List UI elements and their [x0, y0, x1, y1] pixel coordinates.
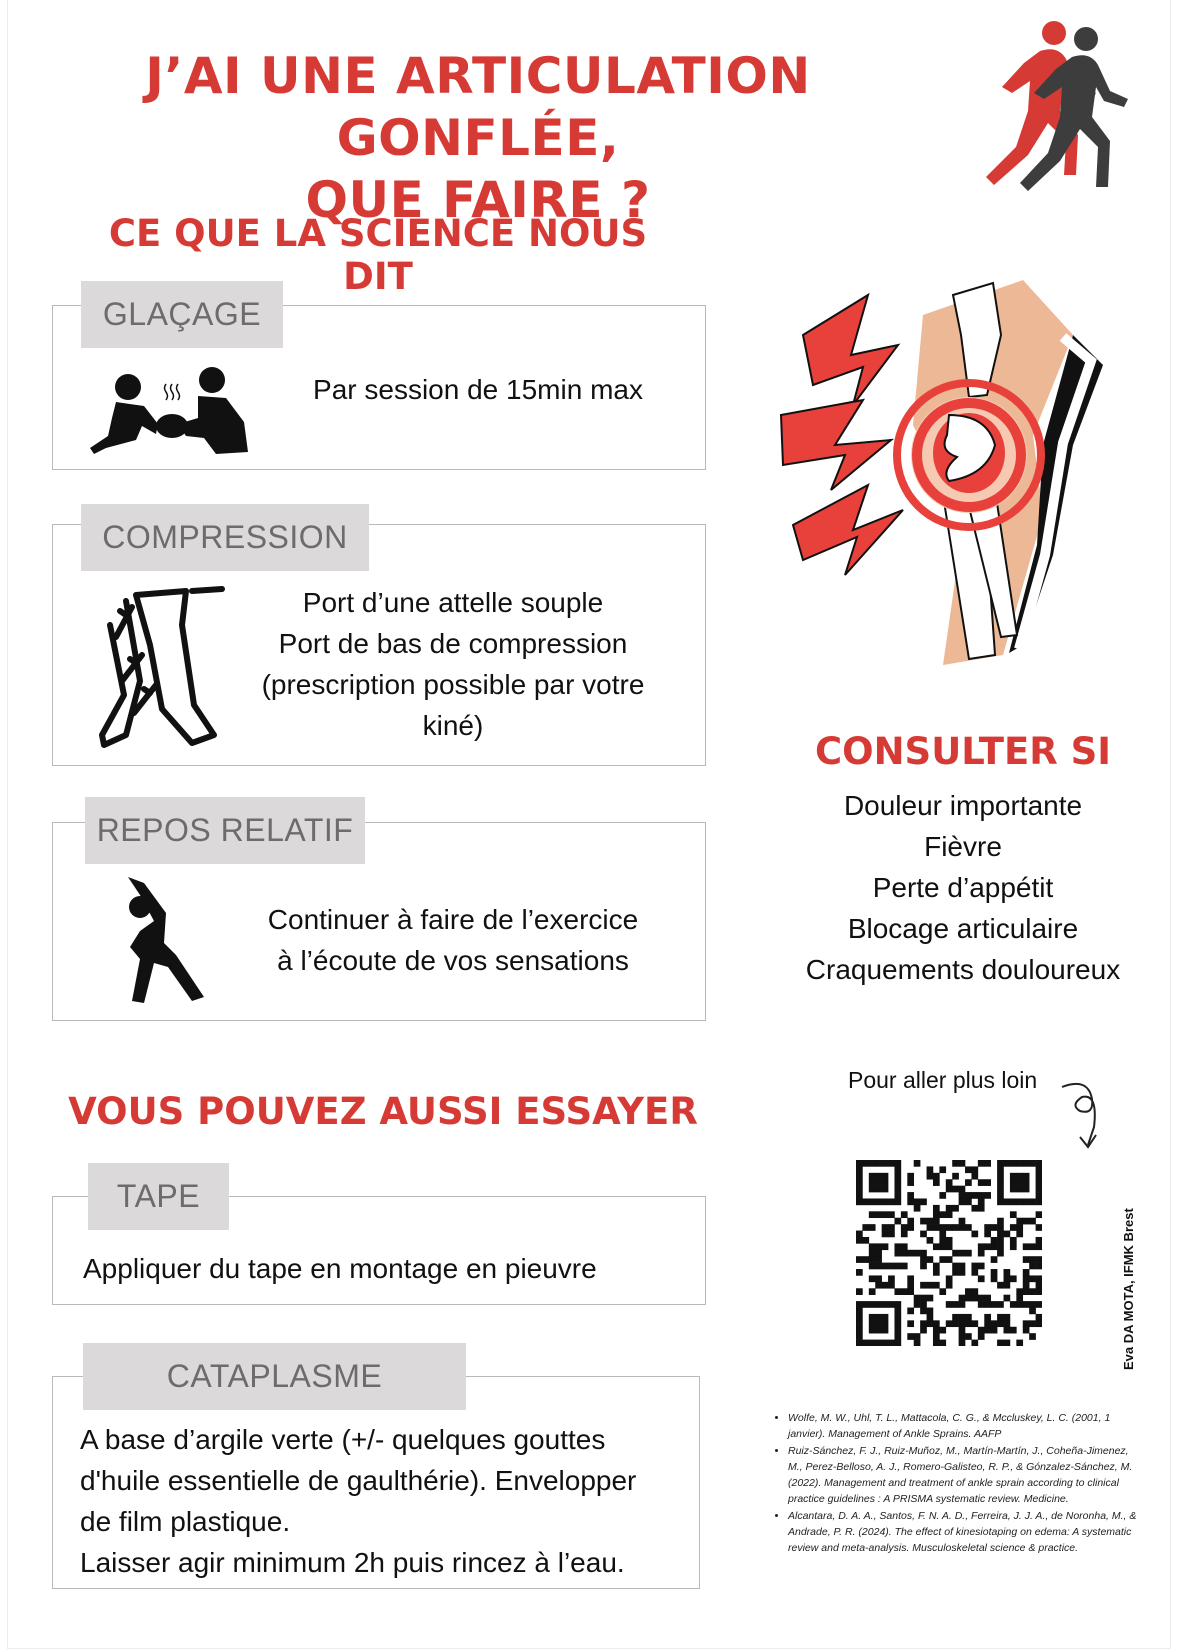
author-credit: Eva DA MOTA, IFMK Brest — [1121, 1208, 1136, 1370]
compression-stocking-icon — [96, 585, 226, 750]
title-line-1: J’AI UNE ARTICULATION GONFLÉE, — [145, 47, 811, 167]
tab-compression: COMPRESSION — [81, 504, 369, 571]
curly-arrow-icon — [1058, 1075, 1108, 1155]
stretching-person-icon — [120, 875, 215, 1005]
science-heading: CE QUE LA SCIENCE NOUS DIT — [108, 212, 648, 298]
also-heading: VOUS POUVEZ AUSSI ESSAYER — [68, 1090, 698, 1133]
consult-item: Blocage articulaire — [847, 913, 1079, 944]
consult-list — [788, 785, 1138, 990]
page-title — [28, 45, 928, 231]
consult-heading: CONSULTER SI — [814, 730, 1112, 773]
reference-item: • Wolfe, M. W., Uhl, T. L., Mattacola, C. G., & Mccluskey, L. C. (2001, 1 janvier). Management of Ankle Sprains. AAFP — [788, 1410, 1146, 1442]
references — [776, 1410, 1146, 1557]
title-line-2: QUE FAIRE ? — [305, 171, 651, 229]
tab-glacage: GLAÇAGE — [81, 281, 283, 348]
repos-line-1: Continuer à faire de l’exercice — [267, 904, 639, 935]
painful-knee-illustration — [773, 275, 1143, 665]
compression-line-1: Port d’une attelle souple — [302, 587, 604, 618]
compression-line-3: (prescription possible par votre — [261, 669, 645, 700]
consult-item: Douleur importante — [843, 790, 1083, 821]
glacage-text: Par session de 15min max — [313, 374, 643, 405]
cataplasme-text — [80, 1419, 700, 1583]
tab-tape: TAPE — [88, 1163, 229, 1230]
cataplasme-line-2: d'huile essentielle de gaulthérie). Envelopper — [80, 1465, 637, 1496]
runners-icon — [968, 15, 1138, 205]
repos-line-2: à l’écoute de vos sensations — [277, 945, 629, 976]
cataplasme-line-4: Laisser agir minimum 2h puis rincez à l’eau. — [80, 1547, 625, 1578]
cataplasme-line-1: A base d’argile verte (+/- quelques gouttes — [80, 1424, 606, 1455]
consult-item: Fièvre — [924, 831, 1002, 862]
compression-line-4: kiné) — [422, 710, 484, 741]
consult-item: Craquements douloureux — [805, 954, 1121, 985]
reference-item: • Ruiz-Sánchez, F. J., Ruiz-Muñoz, M., Martín-Martín, J., Coheña-Jimenez, M., Perez-Belloso, A. J., Romero-Galisteo, R. P., & Gónzalez-Sánchez, M. (2022). Management and treatment of ankle sprain according to clinical practice guidelines : A PRISMA systematic review. Medicine. — [788, 1443, 1146, 1507]
tab-repos: REPOS RELATIF — [85, 797, 365, 864]
more-label: Pour aller plus loin — [848, 1067, 1038, 1093]
repos-text — [243, 899, 663, 981]
reference-item: • Alcantara, D. A. A., Santos, F. N. A. D., Ferreira, J. J. A., de Noronha, M., & Andrade, P. R. (2024). The effect of kinesiotaping on edema: A systematic review and meta-analysis. Musculoskeletal science & practice. — [788, 1508, 1146, 1556]
cataplasme-line-3: de film plastique. — [80, 1506, 291, 1537]
ice-massage-icon — [86, 362, 256, 457]
poster — [8, 0, 1170, 1648]
tab-cataplasme: CATAPLASME — [83, 1343, 466, 1410]
compression-text — [233, 582, 673, 746]
consult-item: Perte d’appétit — [872, 872, 1054, 903]
qr-code-icon[interactable] — [856, 1160, 1042, 1346]
compression-line-2: Port de bas de compression — [278, 628, 628, 659]
tape-text: Appliquer du tape en montage en pieuvre — [83, 1253, 597, 1284]
